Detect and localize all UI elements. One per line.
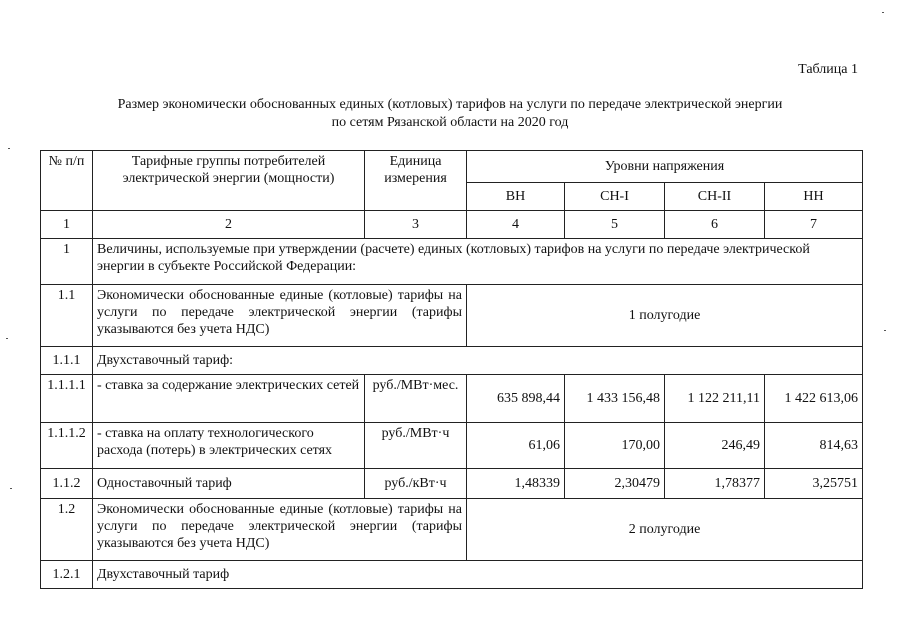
- table-row: [41, 469, 863, 499]
- row-num: 1.1.1: [41, 347, 93, 375]
- row-text: Двухставочный тариф: [93, 561, 863, 589]
- table-row: [41, 561, 863, 589]
- colnum-4: 4: [467, 211, 565, 239]
- value-vn: 635 898,44: [467, 375, 565, 423]
- row-unit: руб./МВт·мес.: [365, 375, 467, 423]
- table-row: [41, 285, 863, 347]
- header-voltage-levels: Уровни напряжения: [467, 151, 863, 183]
- colnum-7: 7: [765, 211, 863, 239]
- row-num: 1.2: [41, 499, 93, 561]
- value-sn1: 1 433 156,48: [565, 375, 665, 423]
- colnum-5: 5: [565, 211, 665, 239]
- header-unit: Единица измерения: [365, 151, 467, 211]
- document-title: [40, 96, 860, 132]
- header-nn: НН: [765, 183, 863, 211]
- table-label: Таблица 1: [798, 62, 858, 77]
- value-nn: 814,63: [765, 423, 863, 469]
- row-text: Одноставочный тариф: [93, 469, 365, 499]
- row-num: 1.1.2: [41, 469, 93, 499]
- scan-speck: [10, 488, 12, 489]
- period-label: 1 полугодие: [467, 285, 863, 347]
- table-row: [41, 499, 863, 561]
- row-text: - ставка на оплату технологического расхода (потерь) в электрических сетях: [93, 423, 365, 469]
- row-num: 1: [41, 239, 93, 285]
- header-sn2: СН-II: [665, 183, 765, 211]
- row-num: 1.1: [41, 285, 93, 347]
- colnum-6: 6: [665, 211, 765, 239]
- header-vn: ВН: [467, 183, 565, 211]
- colnum-1: 1: [41, 211, 93, 239]
- row-num: 1.2.1: [41, 561, 93, 589]
- table-row: [41, 239, 863, 285]
- row-text: Экономически обоснованные единые (котловые) тарифы на услуги по передаче электрической энергии (тарифы указываются без учета НДС): [93, 499, 467, 561]
- tariff-table: [40, 150, 863, 589]
- table-row: [41, 423, 863, 469]
- value-vn: 61,06: [467, 423, 565, 469]
- scan-speck: [8, 148, 10, 149]
- row-num: 1.1.1.1: [41, 375, 93, 423]
- scan-speck: [884, 330, 886, 331]
- header-row-1: [41, 151, 863, 183]
- value-sn1: 170,00: [565, 423, 665, 469]
- row-text: Величины, используемые при утверждении (расчете) единых (котловых) тарифов на услуги по передаче электрической энергии в субъекте Российской Федерации:: [93, 239, 863, 285]
- value-sn2: 1 122 211,11: [665, 375, 765, 423]
- scan-speck: [882, 12, 884, 13]
- row-unit: руб./МВт·ч: [365, 423, 467, 469]
- value-sn2: 1,78377: [665, 469, 765, 499]
- header-num: № п/п: [41, 151, 93, 211]
- header-sn1: СН-I: [565, 183, 665, 211]
- row-num: 1.1.1.2: [41, 423, 93, 469]
- table-row: [41, 375, 863, 423]
- period-label: 2 полугодие: [467, 499, 863, 561]
- table-row: [41, 347, 863, 375]
- row-text: Экономически обоснованные единые (котловые) тарифы на услуги по передаче электрической энергии (тарифы указываются без учета НДС): [93, 285, 467, 347]
- value-nn: 3,25751: [765, 469, 863, 499]
- value-sn2: 246,49: [665, 423, 765, 469]
- colnum-2: 2: [93, 211, 365, 239]
- row-unit: руб./кВт·ч: [365, 469, 467, 499]
- scan-speck: [6, 338, 8, 339]
- column-number-row: [41, 211, 863, 239]
- value-vn: 1,48339: [467, 469, 565, 499]
- value-nn: 1 422 613,06: [765, 375, 863, 423]
- row-text: Двухставочный тариф:: [93, 347, 863, 375]
- colnum-3: 3: [365, 211, 467, 239]
- title-line-1: Размер экономически обоснованных единых (котловых) тарифов на услуги по передаче электрической энергии: [117, 97, 783, 112]
- value-sn1: 2,30479: [565, 469, 665, 499]
- title-line-2: по сетям Рязанской области на 2020 год: [331, 115, 569, 130]
- row-text: - ставка за содержание электрических сетей: [93, 375, 365, 423]
- header-groups: Тарифные группы потребителей электрической энергии (мощности): [93, 151, 365, 211]
